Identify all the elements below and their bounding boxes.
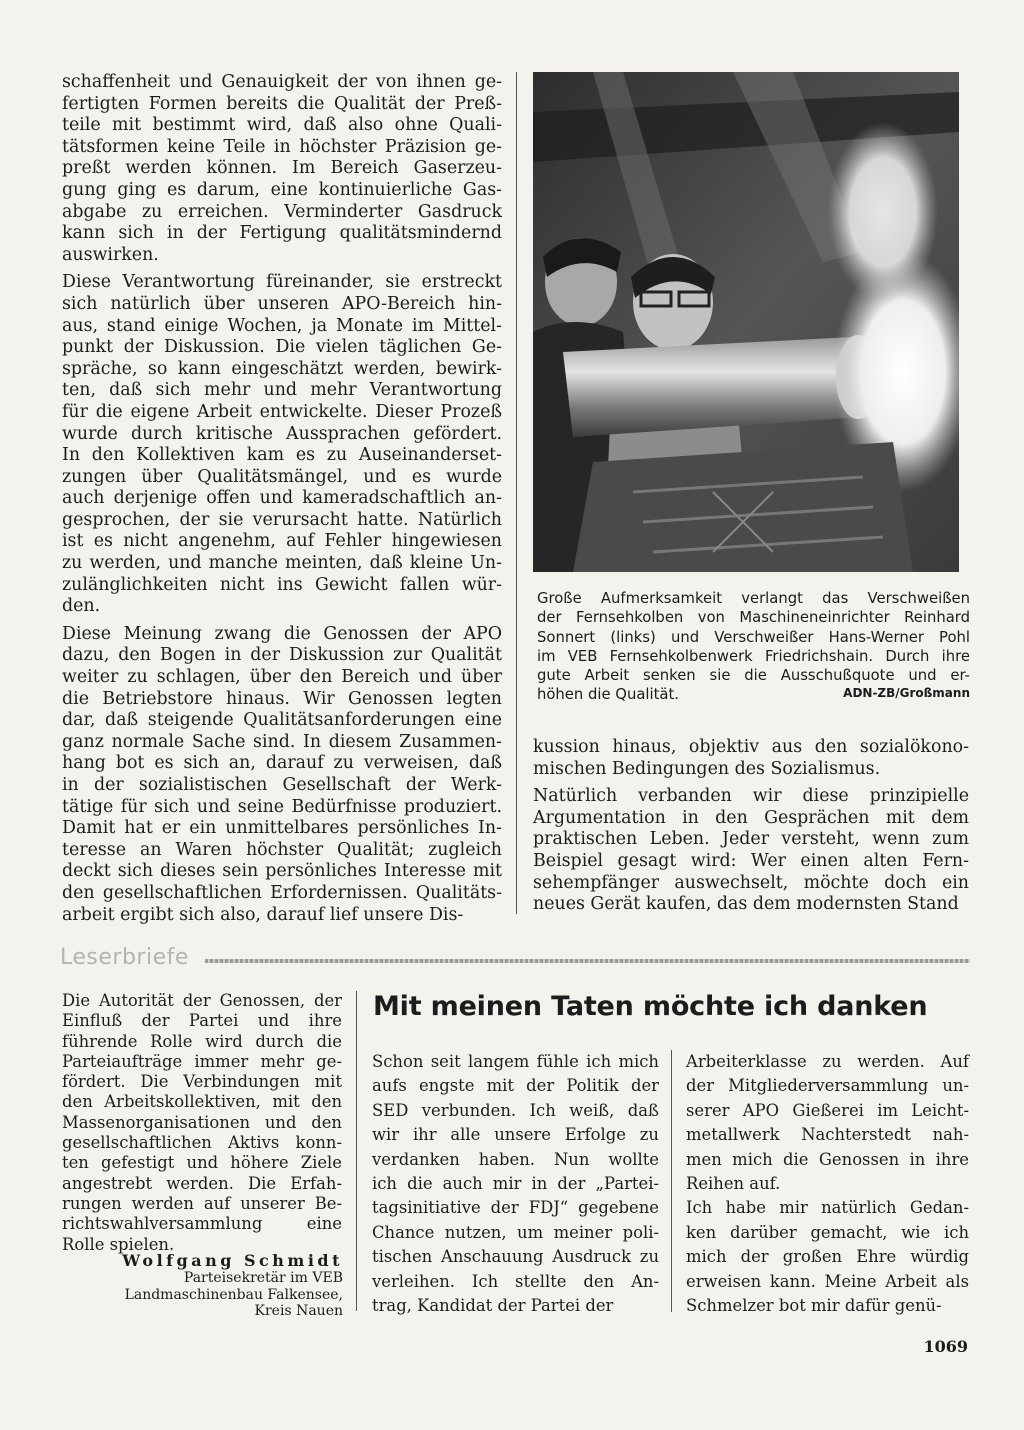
author-info-line: Parteisekretär im VEB xyxy=(183,1270,343,1286)
text-line: Argumentation in den Gesprächen mit dem xyxy=(533,807,969,828)
text-line: hang bot es sich an, darauf zu verweisen, daß xyxy=(62,753,502,774)
text-line: gesprochen, der sie verursacht hatte. Natürlich xyxy=(62,509,502,530)
text-line: ten, daß sich mehr und mehr Verantwortung xyxy=(62,380,502,401)
text-line: zu werden, und manche meinten, daß kleine Un- xyxy=(62,553,502,574)
text-line: zungen über Qualitätsmängel, und es wurde xyxy=(62,466,502,487)
text-line: tischen Anschauung Ausdruck zu xyxy=(372,1247,659,1267)
text-line: wurde durch kritische Aussprachen gefördert. xyxy=(62,423,502,444)
paragraph xyxy=(533,737,969,780)
text-line: auch derjenige offen und kameradschaftlich an- xyxy=(62,488,502,509)
text-line: fördert. Die Verbindungen mit xyxy=(62,1072,342,1092)
letter-signature xyxy=(100,1251,343,1320)
text-line: Diese Meinung zwang die Genossen der APO xyxy=(62,623,502,644)
text-line: abgabe zu erreichen. Verminderter Gasdruck xyxy=(62,201,502,222)
text-line: sich natürlich über unseren APO-Bereich hin- xyxy=(62,293,502,314)
author-name: Wolfgang Schmidt xyxy=(122,1251,343,1270)
text-line: teile mit bestimmt wird, daß also ohne Quali- xyxy=(62,115,502,136)
caption-line: Sonnert (links) und Verschweißer Hans-Werner Pohl xyxy=(537,628,970,646)
text-line: in der sozialistischen Gesellschaft der Werk- xyxy=(62,775,502,795)
text-line: preßt werden können. Im Bereich Gaserzeu- xyxy=(62,158,502,179)
text-line: dazu, den Bogen in der Diskussion zur Qualität xyxy=(62,645,502,666)
text-line: auswirken. xyxy=(62,244,159,265)
text-line: SED verbunden. Ich weiß, daß xyxy=(372,1100,659,1120)
text-line: Parteiaufträge immer mehr ge- xyxy=(62,1051,342,1071)
letter-headline: Mit meinen Taten möchte ich danken xyxy=(373,991,928,1022)
text-line: erweisen kann. Meine Arbeit als xyxy=(686,1271,969,1291)
paragraph xyxy=(686,1050,969,1196)
text-line: Die Autorität der Genossen, der xyxy=(62,991,342,1010)
paragraph xyxy=(533,786,969,916)
text-line: Diese Verantwortung füreinander, sie erstreckt xyxy=(62,272,502,293)
text-line: Reihen auf. xyxy=(686,1174,781,1194)
paragraph xyxy=(62,72,502,266)
text-line: mich der großen Ehre würdig xyxy=(686,1247,969,1267)
author-info-line: Kreis Nauen xyxy=(254,1303,343,1319)
text-line: Schmelzer bot mir dafür genü- xyxy=(686,1296,942,1316)
text-line: Ich habe mir natürlich Gedan- xyxy=(686,1198,969,1218)
text-line: gesellschaftlichen Aktivs konn- xyxy=(62,1133,342,1153)
column-divider xyxy=(356,991,357,1311)
caption-line: im VEB Fernsehkolbenwerk Friedrichshain. Durch ihre xyxy=(537,647,970,665)
column-divider xyxy=(516,72,517,914)
text-line: mischen Bedingungen des Sozialismus. xyxy=(533,758,881,779)
caption-line: der Fernsehkolben von Maschineneinrichter Reinhard xyxy=(537,609,970,627)
text-line: tätige für sich und seine Bedürfnisse produziert. xyxy=(62,796,502,817)
text-line: den gesellschaftlichen Erfordernissen. Qualitäts- xyxy=(62,882,502,903)
text-line: verleihen. Ich stellte den An- xyxy=(372,1271,659,1291)
text-line: dar, daß steigende Qualitätsanforderungen eine xyxy=(62,710,502,731)
text-line: führende Rolle wird durch die xyxy=(62,1031,342,1051)
text-line: kussion hinaus, objektiv aus den sozialökono- xyxy=(533,737,969,757)
text-line: metallwerk Nachterstedt nah- xyxy=(686,1125,969,1145)
text-line: In den Kollektiven kam es zu Auseinanderset- xyxy=(62,445,502,466)
text-line: schaffenheit und Genauigkeit der von ihnen ge- xyxy=(62,72,502,92)
letter-previous-text xyxy=(62,991,342,1255)
text-line: tagsinitiative der FDJ“ gegebene xyxy=(372,1198,659,1218)
text-line: Beispiel gesagt wird: Wer einen alten Fern- xyxy=(533,850,969,871)
text-line: Damit hat er ein unmittelbares persönliches In- xyxy=(62,818,502,839)
text-line: Chance nutzen, um meiner poli- xyxy=(372,1222,659,1242)
text-line: der Mitgliederversammlung un- xyxy=(686,1076,969,1096)
article-left-column xyxy=(62,72,502,932)
paragraph xyxy=(62,272,502,618)
text-line: richtswahlversammlung eine xyxy=(62,1214,342,1234)
page-number: 1069 xyxy=(923,1337,968,1356)
text-line: aufs engste mit der Politik der xyxy=(372,1076,659,1096)
text-line: spräche, so kann eingeschätzt werden, bewirk- xyxy=(62,358,502,379)
text-line: ist es nicht angenehm, auf Fehler hingewiesen xyxy=(62,531,502,552)
text-line: angestrebt werden. Die Erfah- xyxy=(62,1173,342,1193)
photo-welding xyxy=(533,72,959,572)
text-line: Arbeiterklasse zu werden. Auf xyxy=(686,1052,969,1071)
text-line: zulänglichkeiten nicht ins Gewicht fallen wür- xyxy=(62,574,502,595)
caption-line: gute Arbeit senken sie die Ausschußquote und er- xyxy=(537,667,970,685)
text-line: serer APO Gießerei im Leicht- xyxy=(686,1100,969,1120)
letter-column-1 xyxy=(372,1050,659,1318)
text-line: arbeit ergibt sich also, darauf lief unsere Dis- xyxy=(62,904,464,925)
author-info-line: Landmaschinenbau Falkensee, xyxy=(124,1286,343,1303)
paragraph xyxy=(686,1196,969,1318)
text-line: kann sich in der Fertigung qualitätsmindernd xyxy=(62,223,502,244)
text-line: men mich die Genossen in ihre xyxy=(686,1149,969,1169)
caption-line: Große Aufmerksamkeit verlangt das Verschweißen xyxy=(537,590,970,607)
text-line: den. xyxy=(62,596,101,617)
paragraph xyxy=(372,1050,659,1318)
text-line: die Betriebstore hinaus. Wir Genossen legten xyxy=(62,688,502,709)
column-divider xyxy=(671,1050,672,1312)
text-line: Rolle spielen. xyxy=(62,1234,175,1254)
text-line: trag, Kandidat der Partei der xyxy=(372,1296,614,1316)
letter-column-2 xyxy=(686,1050,969,1318)
text-line: Einfluß der Partei und ihre xyxy=(62,1011,342,1031)
text-line: sehempfänger auswechselt, möchte doch ein xyxy=(533,872,969,893)
text-line: gung ging es darum, eine kontinuierliche Gas- xyxy=(62,179,502,200)
text-line: wir ihr alle unsere Erfolge zu xyxy=(372,1125,659,1145)
text-line: für die eigene Arbeit entwickelte. Dieser Prozeß xyxy=(62,401,502,422)
text-line: den Arbeitskollektiven, mit den xyxy=(62,1092,342,1112)
text-line: ten gefestigt und höhere Ziele xyxy=(62,1153,342,1173)
section-rule xyxy=(205,959,970,963)
text-line: praktischen Leben. Jeder versteht, wenn zum xyxy=(533,829,969,850)
text-line: teresse an Waren höchster Qualität; zugleich xyxy=(62,839,502,860)
text-line: weiter zu schlagen, über den Bereich und über xyxy=(62,667,502,688)
text-line: ganz normale Sache sind. In diesem Zusammen- xyxy=(62,731,502,752)
paragraph xyxy=(62,991,342,1255)
photo-credit: ADN-ZB/Großmann xyxy=(843,686,970,700)
text-line: aus, stand einige Wochen, ja Monate im Mittel- xyxy=(62,315,502,336)
text-line: deckt sich dieses sein persönliches Interesse mit xyxy=(62,861,502,882)
text-line: tätsformen keine Teile in höchster Präzision ge- xyxy=(62,136,502,157)
text-line: rungen werden auf unserer Be- xyxy=(62,1193,342,1213)
text-line: fertigten Formen bereits die Qualität der Preß- xyxy=(62,93,502,114)
article-right-column xyxy=(533,737,969,922)
text-line: neues Gerät kaufen, das dem modernsten Stand xyxy=(533,894,959,915)
text-line: ken darüber gemacht, wie ich xyxy=(686,1222,969,1242)
caption-line: höhen die Qualität. xyxy=(537,686,679,704)
text-line: Massenorganisationen und den xyxy=(62,1112,342,1132)
text-line: ich die auch mir in der „Partei- xyxy=(372,1174,659,1194)
text-line: Schon seit langem fühle ich mich xyxy=(372,1052,659,1071)
text-line: Natürlich verbanden wir diese prinzipielle xyxy=(533,786,969,807)
section-label: Leserbriefe xyxy=(60,945,189,970)
paragraph xyxy=(62,624,502,926)
text-line: verdanken haben. Nun wollte xyxy=(372,1149,659,1169)
text-line: punkt der Diskussion. Die vielen täglichen Ge- xyxy=(62,337,502,358)
